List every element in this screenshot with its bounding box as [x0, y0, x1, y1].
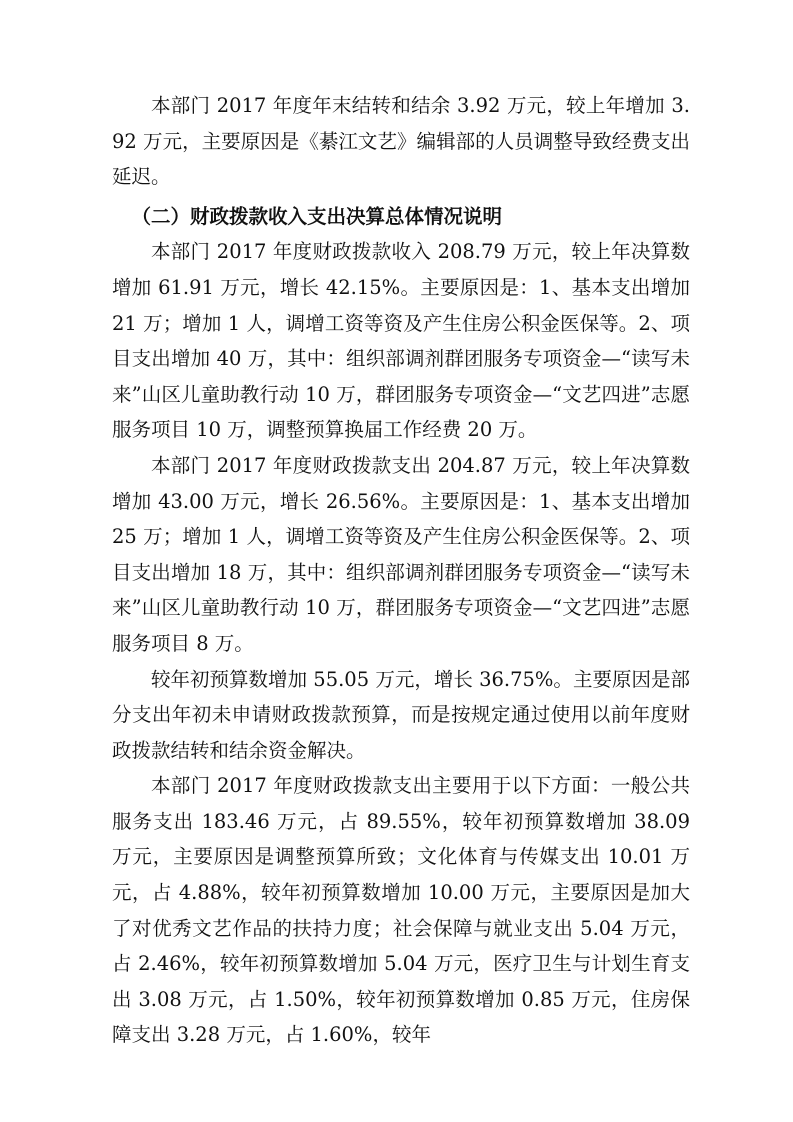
- paragraph-carryover-balance: 本部门 2017 年度年末结转和结余 3.92 万元，较上年增加 3.92 万元，主要原因是《綦江文艺》编辑部的人员调整导致经费支出延迟。: [112, 94, 690, 189]
- document-page: [112, 88, 690, 1053]
- paragraph-fiscal-expenditure: 本部门 2017 年度财政拨款支出 204.87 万元，较上年决算数增加 43.00 万元，增长 26.56%。主要原因是：1、基本支出增加 25 万；增加 1 人，调增工资等资及产生住房公积金医保等。2、项目支出增加 18 万，其中：组织部调剂群团服务专项资金—“读写未来”山区儿童助教行动 10 万，群团服务专项资金—“文艺四进”志愿服务项目 8 万。: [112, 453, 690, 655]
- paragraph-expenditure-breakdown: 本部门 2017 年度财政拨款支出主要用于以下方面：一般公共服务支出 183.46 万元，占 89.55%，较年初预算数增加 38.09 万元，主要原因是调整预算所致；文化体育与传媒支出 10.01 万元，占 4.88%，较年初预算数增加 10.00 万元，主要原因是加大了对优秀文艺作品的扶持力度；社会保障与就业支出 5.04 万元，占 2.46%，较年初预算数增加 5.04 万元，医疗卫生与计划生育支出 3.08 万元，占 1.50%，较年初预算数增加 0.85 万元，住房保障支出 3.28 万元，占 1.60%，较年: [112, 774, 690, 1047]
- section-heading-fiscal-summary: （二）财政拨款收入支出决算总体情况说明: [131, 204, 503, 228]
- paragraph-fiscal-income: 本部门 2017 年度财政拨款收入 208.79 万元，较上年决算数增加 61.91 万元，增长 42.15%。主要原因是：1、基本支出增加 21 万；增加 1 人，调增工资等资及产生住房公积金医保等。2、项目支出增加 40 万，其中：组织部调剂群团服务专项资金—“读写未来”山区儿童助教行动 10 万，群团服务专项资金—“文艺四进”志愿服务项目 10 万，调整预算换届工作经费 20 万。: [112, 240, 690, 442]
- paragraph-budget-comparison: 较年初预算数增加 55.05 万元，增长 36.75%。主要原因是部分支出年初未申请财政拨款预算，而是按规定通过使用以前年度财政拨款结转和结余资金解决。: [112, 667, 690, 762]
